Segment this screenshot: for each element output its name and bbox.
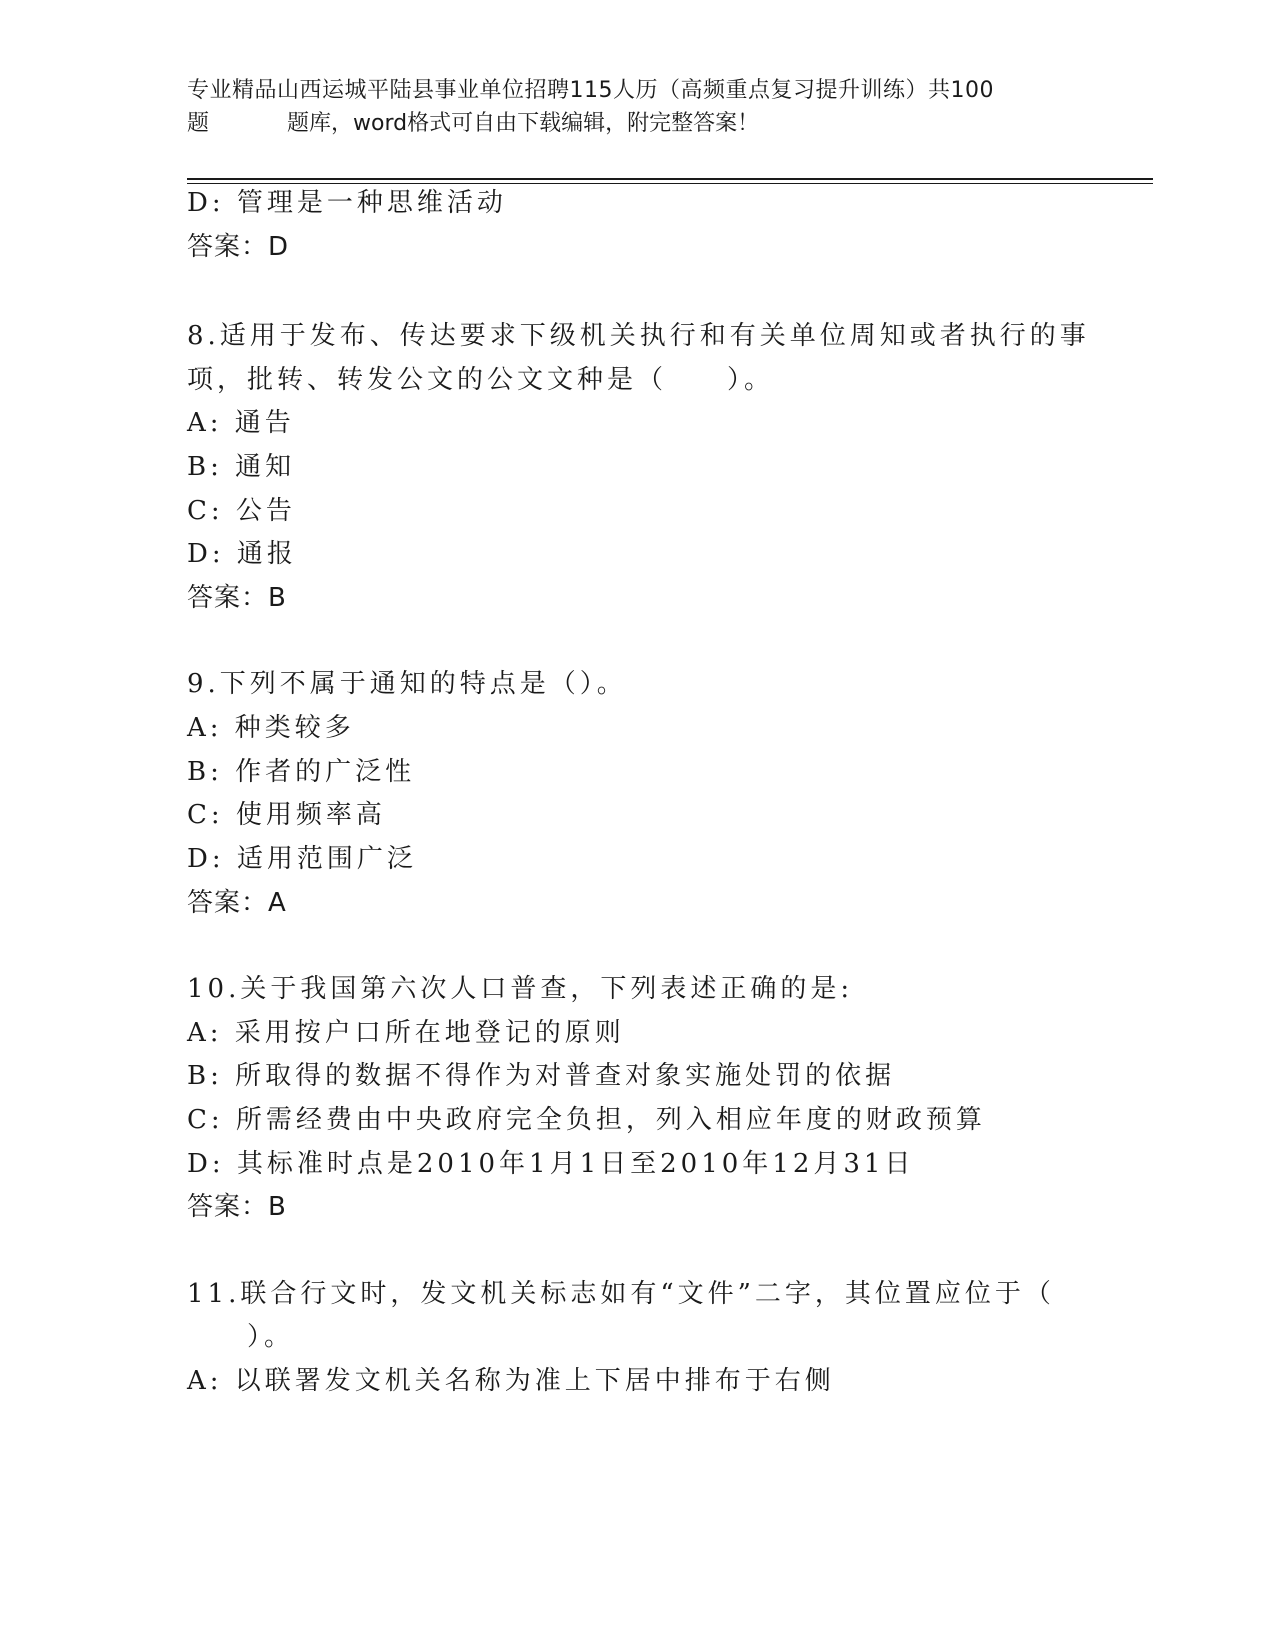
q11-stem-line1: 11.联合行文时，发文机关标志如有“文件”二字，其位置应位于（ [187,1279,1055,1309]
q9-option-a: A: 种类较多 [187,713,355,743]
q8-stem-line1: 8.适用于发布、传达要求下级机关执行和有关单位周知或者执行的事 [187,321,1090,351]
q8-option-d: D: 通报 [187,539,297,569]
page-header [187,74,1087,140]
q9-answer: 答案：A [187,888,287,918]
q8-option-c: C: 公告 [187,496,296,526]
q10-answer: 答案：B [187,1192,287,1222]
q11-option-a: A: 以联署发文机关名称为准上下居中排布于右侧 [187,1366,835,1396]
header-title-line2 [187,107,1087,140]
q8-answer: 答案：B [187,583,287,613]
q10-option-d: D: 其标准时点是2010年1月1日至2010年12月31日 [187,1149,915,1179]
q9-option-b: B: 作者的广泛性 [187,757,416,787]
q9-stem: 9.下列不属于通知的特点是（）。 [187,669,627,699]
q7-option-d: D: 管理是一种思维活动 [187,188,507,218]
q10-option-c: C: 所需经费由中央政府完全负担，列入相应年度的财政预算 [187,1105,986,1135]
q8-stem-line2: 项，批转、转发公文的公文文种是（ ）。 [187,365,775,395]
q10-stem: 10.关于我国第六次人口普查，下列表述正确的是: [187,974,854,1004]
q9-option-d: D: 适用范围广泛 [187,844,417,874]
q8-option-a: A: 通告 [187,408,295,438]
header-title-line2-left: 题 [187,111,210,136]
q11-stem-line2: ）。 [187,1322,295,1352]
q9-option-c: C: 使用频率高 [187,800,386,830]
q10-option-a: A: 采用按户口所在地登记的原则 [187,1018,625,1048]
header-title-line2-right: 题库，word格式可自由下载编辑，附完整答案！ [287,111,760,136]
q8-option-b: B: 通知 [187,452,296,482]
header-divider-thick [187,178,1153,180]
header-divider-thin [187,183,1153,184]
header-title-line1: 专业精品山西运城平陆县事业单位招聘115人历（高频重点复习提升训练）共100 [187,78,994,103]
q10-option-b: B: 所取得的数据不得作为对普查对象实施处罚的依据 [187,1061,896,1091]
q7-answer: 答案：D [187,232,290,262]
